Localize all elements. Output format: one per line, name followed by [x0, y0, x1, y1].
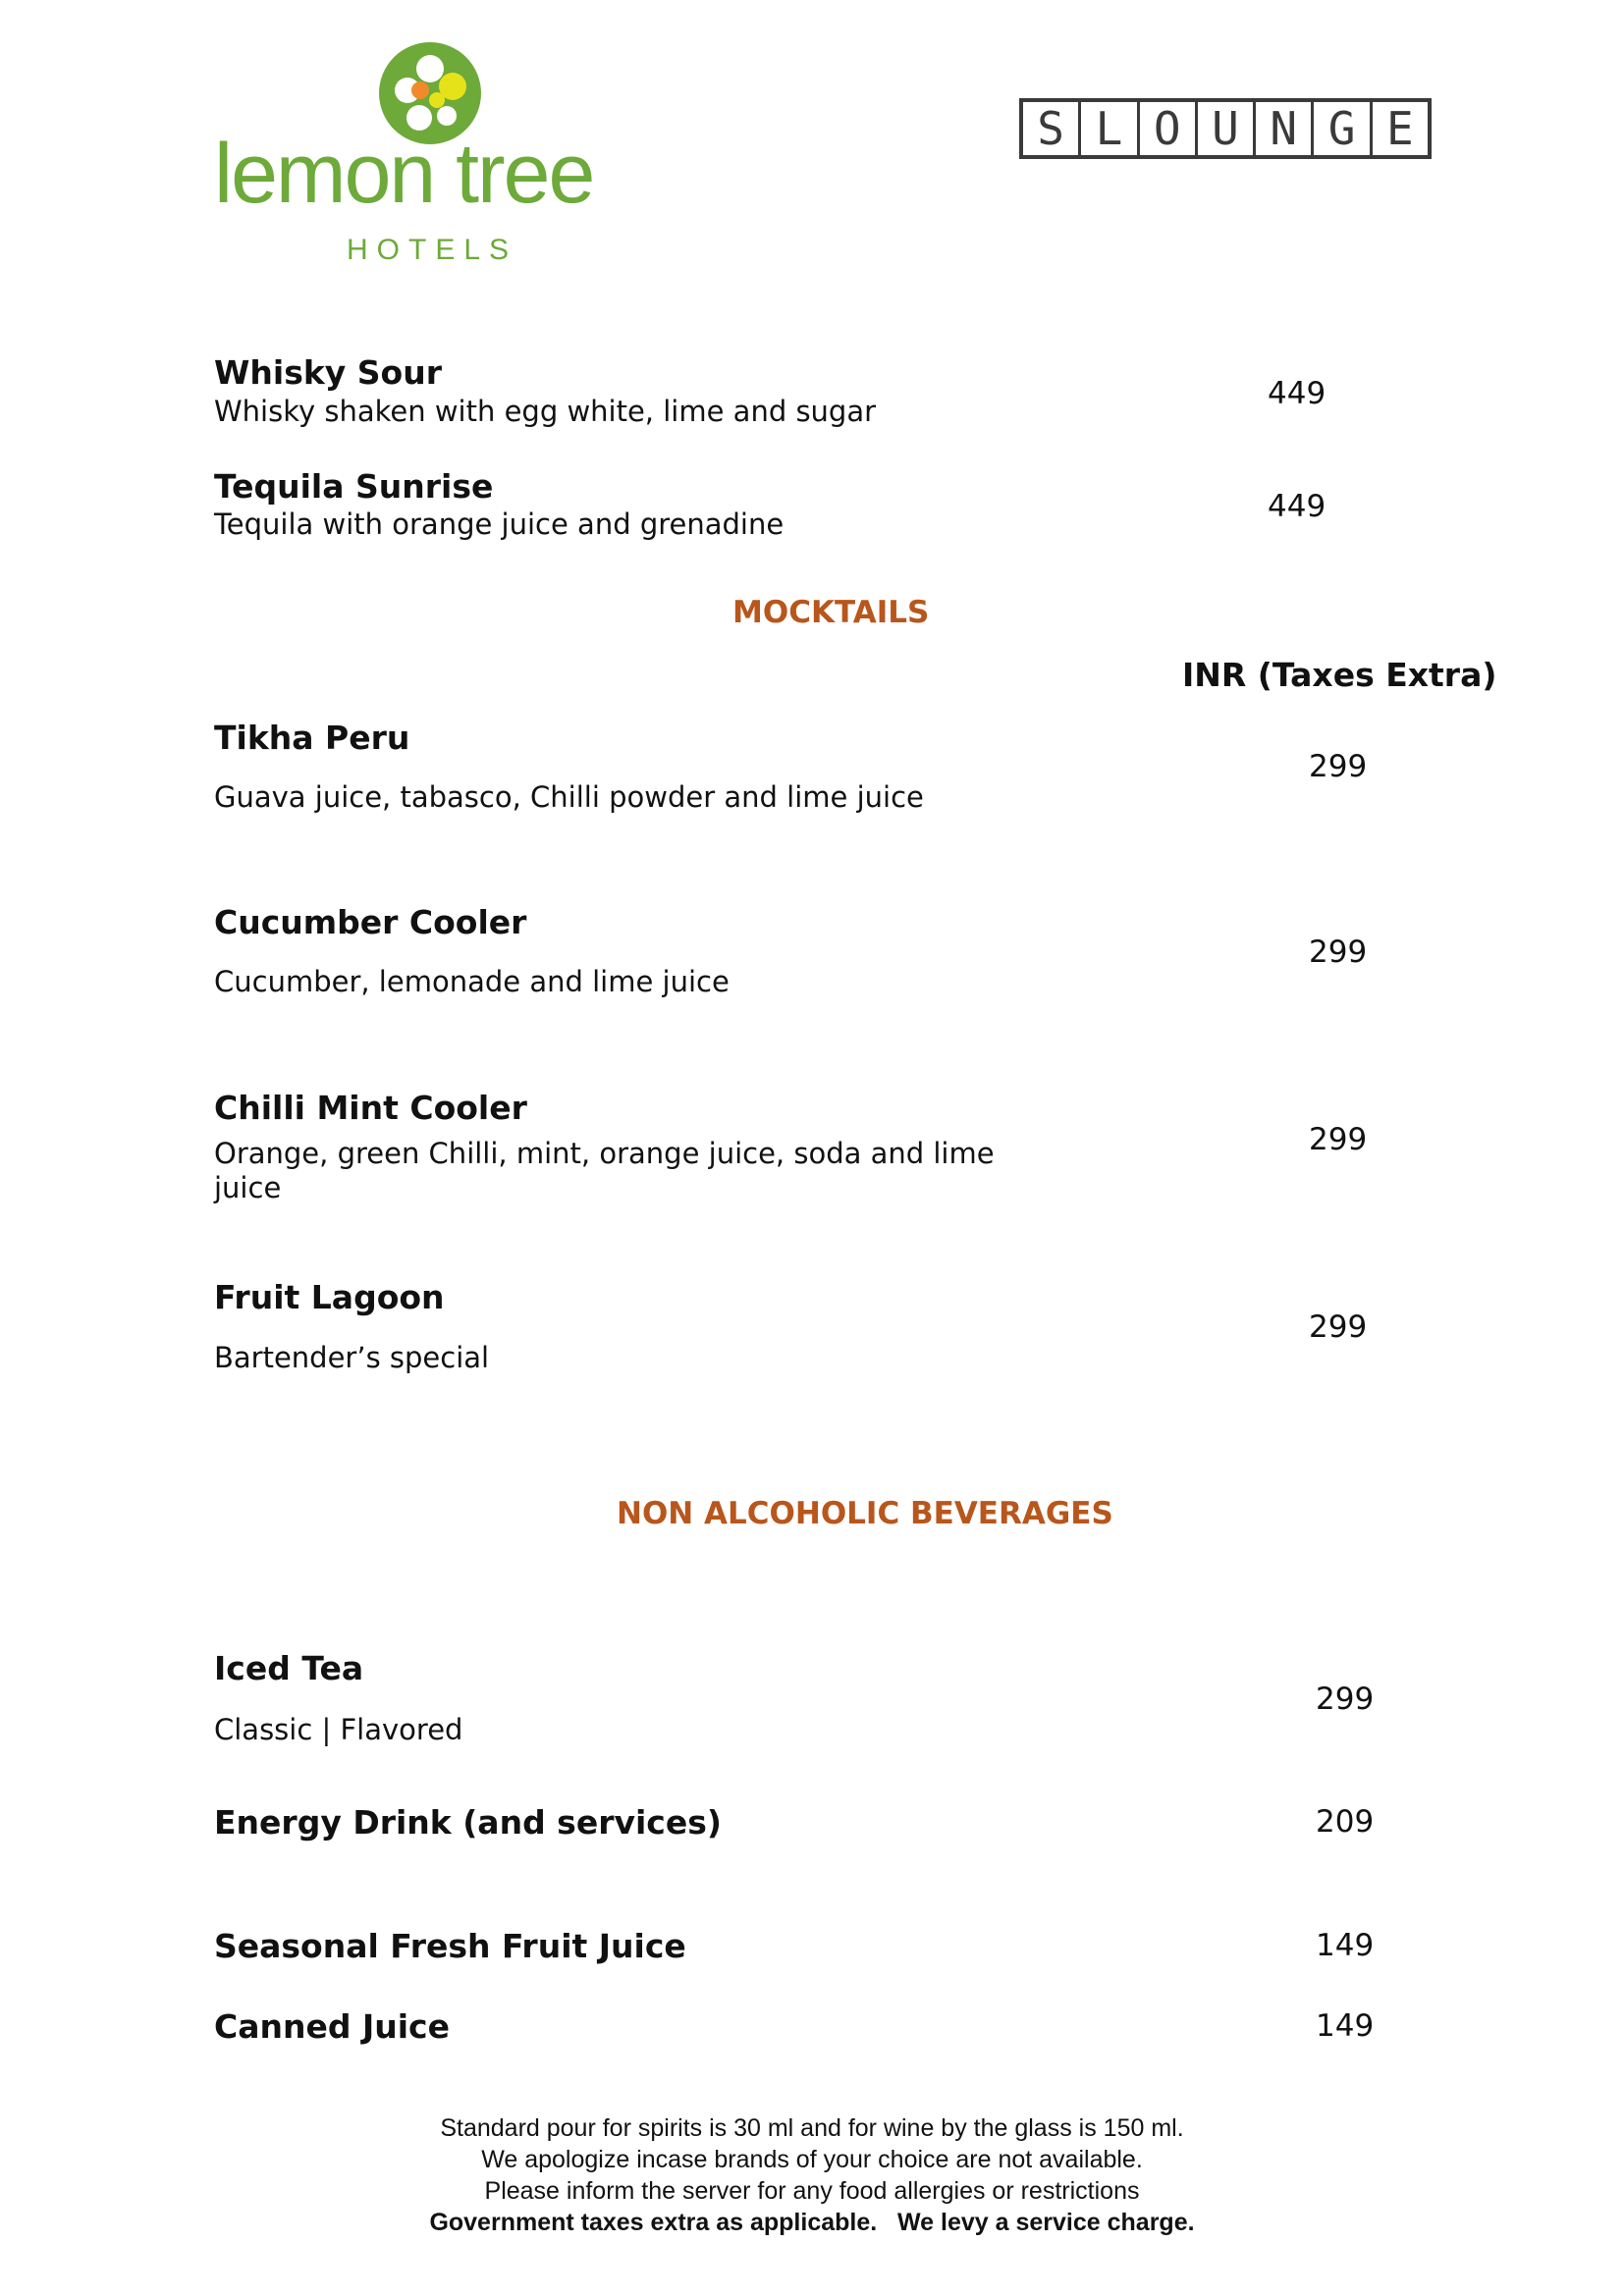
item-price: 299: [1316, 1682, 1375, 1717]
item-description: Whisky shaken with egg white, lime and sugar: [214, 395, 877, 428]
item-description: Bartender’s special: [214, 1341, 490, 1374]
item-description: Guava juice, tabasco, Chilli powder and lime juice: [214, 780, 924, 814]
item-price: 149: [1316, 2008, 1375, 2044]
menu-footer: [0, 2112, 1624, 2238]
footer-line-bold: Government taxes extra as applicable. We levy a service charge.: [429, 2209, 1195, 2236]
item-name: Iced Tea: [214, 1649, 364, 1687]
item-name: Canned Juice: [214, 2007, 450, 2046]
item-price: 299: [1309, 934, 1368, 970]
slounge-logo: [1019, 98, 1432, 159]
item-description: Tequila with orange juice and grenadine: [214, 507, 785, 541]
slounge-letter: O: [1140, 102, 1198, 155]
item-name: Whisky Sour: [214, 353, 442, 392]
slounge-letter: E: [1385, 102, 1414, 155]
item-name: Tikha Peru: [214, 719, 410, 757]
item-description: Cucumber, lemonade and lime juice: [214, 965, 730, 998]
footer-line: We apologize incase brands of your choice are not available.: [481, 2146, 1143, 2173]
item-name: Chilli Mint Cooler: [214, 1089, 527, 1127]
item-price: 299: [1309, 1309, 1368, 1345]
item-price: 209: [1316, 1804, 1375, 1840]
item-description: Classic | Flavored: [214, 1713, 463, 1746]
section-heading-mocktails: MOCKTAILS: [732, 595, 930, 630]
item-price: 149: [1316, 1928, 1375, 1963]
slounge-letter: N: [1256, 102, 1314, 155]
item-name: Energy Drink (and services): [214, 1803, 722, 1842]
slounge-letter: S: [1023, 102, 1081, 155]
currency-note: INR (Taxes Extra): [1182, 656, 1497, 694]
lemon-tree-wordmark: lemon tree: [214, 127, 594, 221]
lemon-tree-hotels-text: HOTELS: [347, 234, 518, 266]
item-price: 299: [1309, 1122, 1368, 1157]
item-name: Seasonal Fresh Fruit Juice: [214, 1927, 686, 1965]
slounge-letter: U: [1198, 102, 1256, 155]
lemon-tree-logo: [214, 39, 594, 266]
item-description: Orange, green Chilli, mint, orange juice, soda and lime juice: [214, 1137, 995, 1204]
item-name: Fruit Lagoon: [214, 1278, 445, 1316]
item-price: 449: [1268, 489, 1326, 524]
item-name: Cucumber Cooler: [214, 903, 527, 941]
footer-line: Please inform the server for any food allergies or restrictions: [484, 2177, 1140, 2205]
item-price: 449: [1268, 376, 1326, 411]
slounge-letter: L: [1081, 102, 1139, 155]
footer-line: Standard pour for spirits is 30 ml and for wine by the glass is 150 ml.: [440, 2114, 1184, 2142]
item-price: 299: [1309, 749, 1368, 784]
item-name: Tequila Sunrise: [214, 467, 494, 506]
slounge-letter: G: [1314, 102, 1372, 155]
section-heading-non-alcoholic: NON ALCOHOLIC BEVERAGES: [617, 1496, 1113, 1531]
